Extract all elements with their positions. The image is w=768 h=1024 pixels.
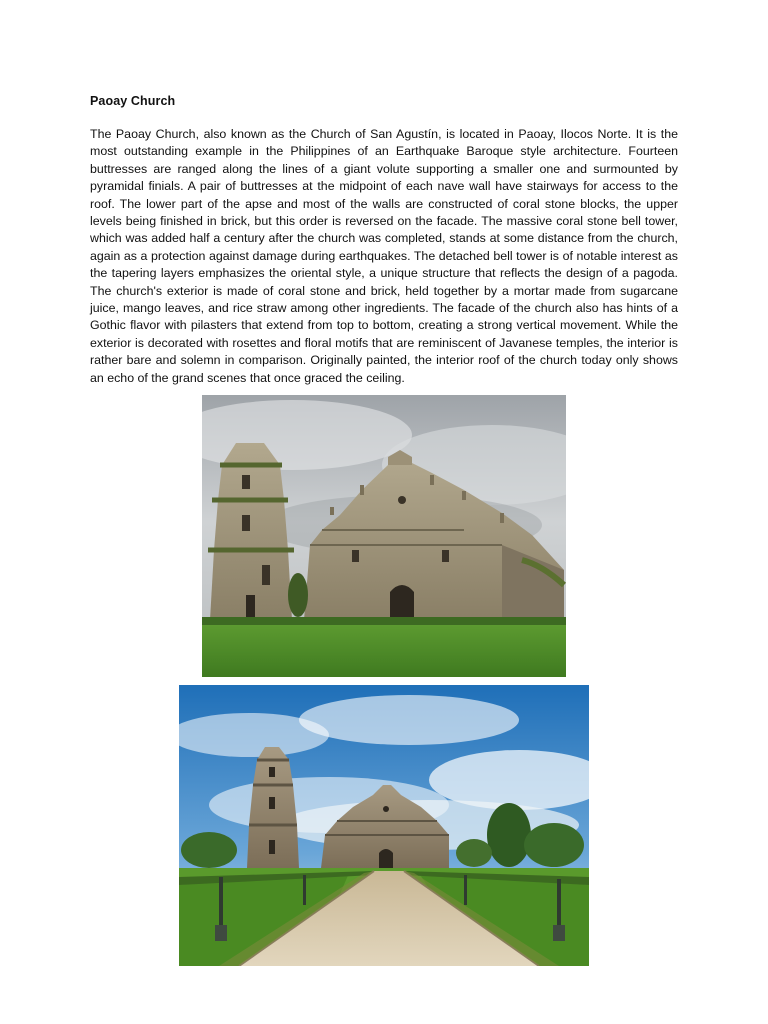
church-photo-pathway [179, 685, 589, 966]
page-title: Paoay Church [90, 94, 176, 108]
church-photo-cloudy [202, 395, 566, 677]
body-paragraph: The Paoay Church, also known as the Church of San Agustín, is located in Paoay, Ilocos Norte. It is the most outstanding example in the Philippines of an Earthquake Baroque style architecture. Fourteen buttresses are ranged along the lines of a giant volute supporting a smaller one and surmounted by pyramidal finials. A pair of buttresses at the midpoint of each nave wall have stairways for access to the roof. The lower part of the apse and most of the walls are constructed of coral stone blocks, the upper levels being finished in brick, but this order is reversed on the facade. The massive coral stone bell tower, which was added half a century after the church was completed, stands at some distance from the church, again as a protection against damage during earthquakes. The detached bell tower is of notable interest as the tapering layers emphasizes the oriental style, a unique structure that reflects the design of a pagoda. The church's exterior is made of coral stone and brick, held together by a mortar made from sugarcane juice, mango leaves, and rice straw among other ingredients. The facade of the church also has hints of a Gothic flavor with pilasters that extend from top to bottom, creating a strong vertical movement. While the exterior is decorated with rosettes and floral motifs that are reminiscent of Javanese temples, the interior is rather bare and solemn in comparison. Originally painted, the interior roof of the church today only shows an echo of the grand scenes that once graced the ceiling. [90, 127, 678, 385]
